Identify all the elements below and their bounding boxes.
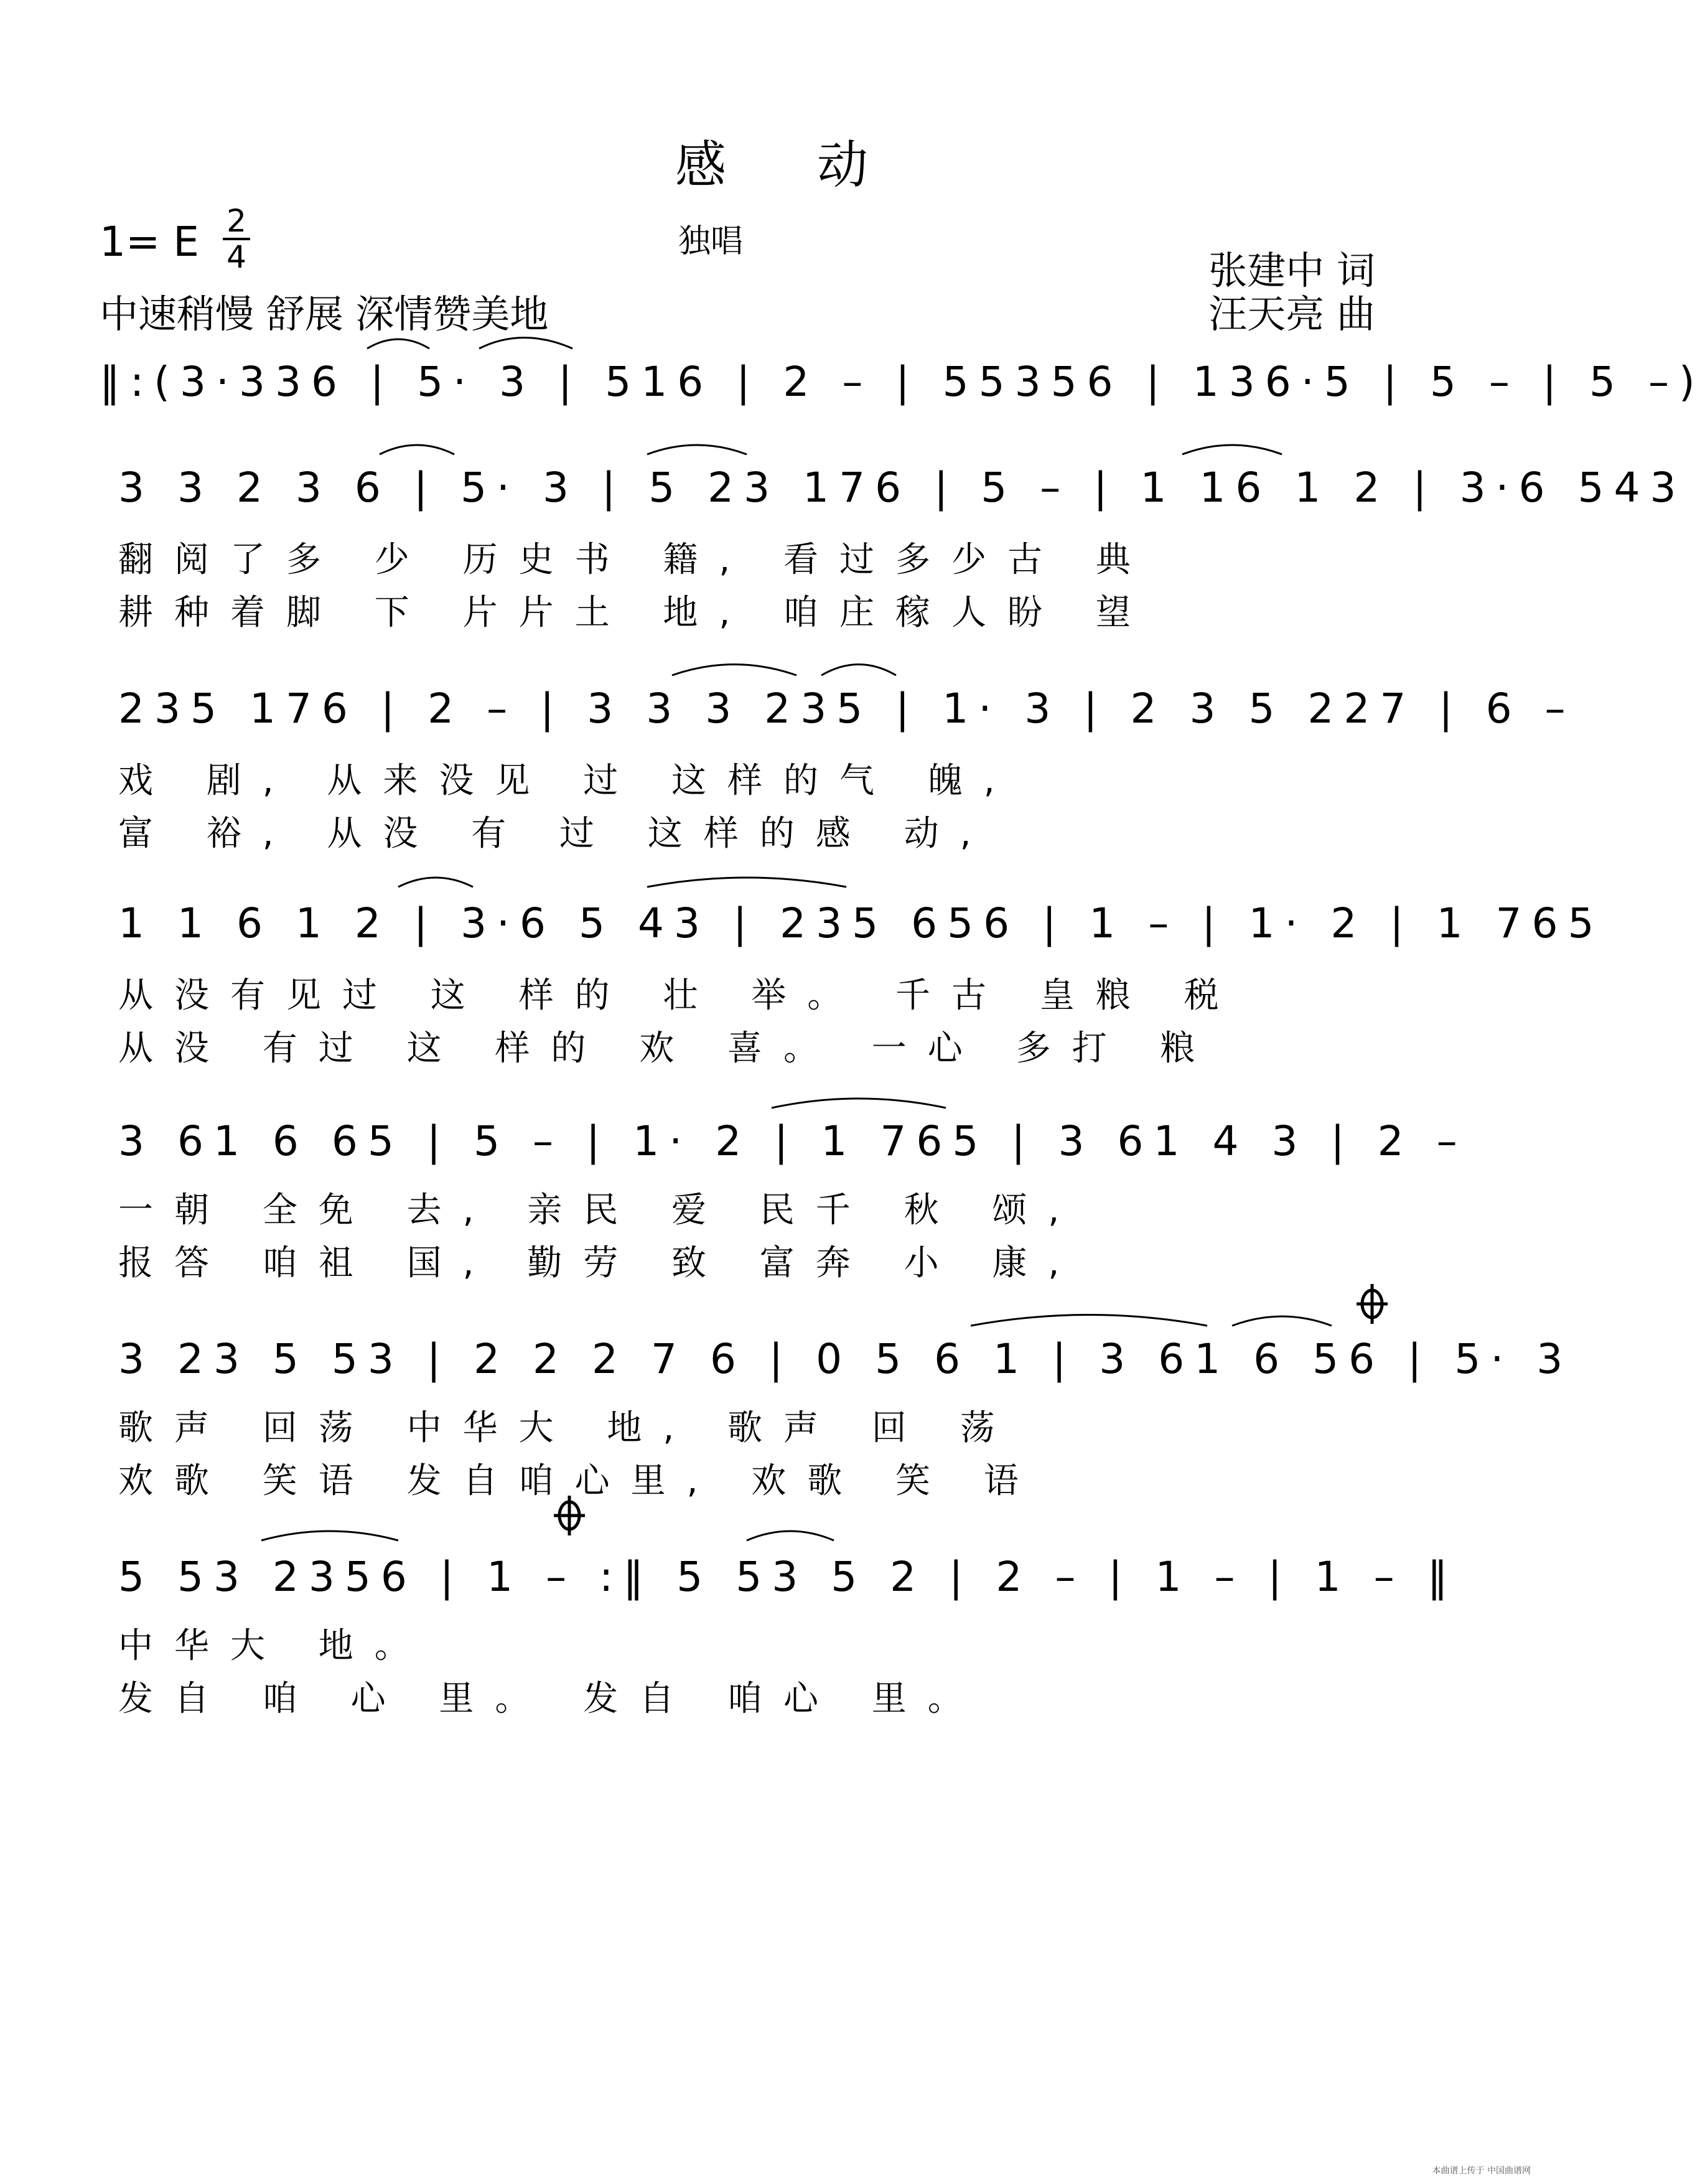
system-7-lyrics-1: 中华大 地。 — [118, 1626, 431, 1666]
lyricist-credit: 张建中 词 — [1208, 248, 1375, 293]
slur — [398, 878, 473, 887]
system-4-notes: 1 1 6 1 2 | 3·6 5 43 | 235 656 | 1 – | 1· 2 | 1 765 — [118, 899, 1604, 947]
footer-note: 本曲谱上传于 中国曲谱网 — [1432, 2166, 1531, 2176]
system-7-notes: 5 53 2356 | 1 – :‖ 5 53 5 2 | 2 – | 1 – | 1 – ‖ — [118, 1553, 1458, 1601]
system-5-lyrics-1: 一朝 全免 去, 亲民 爱 民千 秋 颂, — [118, 1190, 1081, 1230]
coda-sign-icon — [1357, 1284, 1388, 1324]
slur — [380, 445, 454, 454]
system-2-lyrics-2: 耕种着脚 下 片片土 地, 咱庄稼人盼 望 — [118, 593, 1152, 633]
coda-sign-icon — [554, 1496, 585, 1535]
system-3-lyrics-1: 戏 剧, 从来没见 过 这样的气 魄, — [118, 761, 1016, 801]
system-3-notes: 235 176 | 2 – | 3 3 3 235 | 1· 3 | 2 3 5 227 | 6 – — [118, 685, 1576, 733]
performance-type: 独唱 — [678, 223, 744, 260]
key-signature: 1= E — [100, 218, 199, 266]
system-2-lyrics-1: 翻阅了多 少 历史书 籍, 看过多少古 典 — [118, 540, 1152, 580]
slur — [1232, 1316, 1332, 1326]
system-5-notes: 3 61 6 65 | 5 – | 1· 2 | 1 765 | 3 61 4 3 | 2 – — [118, 1117, 1467, 1165]
system-3-lyrics-2: 富 裕, 从没 有 过 这样的感 动, — [118, 813, 993, 854]
slur — [672, 665, 796, 676]
system-6-lyrics-2: 欢歌 笑语 发自咱心里, 欢歌 笑 语 — [118, 1461, 1040, 1501]
time-signature-bottom: 4 — [227, 239, 246, 275]
system-7-lyrics-2: 发自 咱 心 里。 发自 咱心 里。 — [118, 1679, 984, 1719]
slur — [772, 1099, 946, 1108]
system-4-lyrics-2: 从没 有过 这 样的 欢 喜。 一心 多打 粮 — [118, 1028, 1217, 1069]
system-6-notes: 3 23 5 53 | 2 2 2 7 6 | 0 5 6 1 | 3 61 6 56 | 5· 3 — [118, 1335, 1573, 1383]
time-signature-top: 2 — [227, 203, 246, 239]
system-4-lyrics-1: 从没有见过 这 样的 壮 举。 千古 皇粮 税 — [118, 975, 1240, 1016]
slur — [747, 1531, 834, 1540]
slur — [821, 665, 896, 676]
composer-credit: 汪天亮 曲 — [1208, 291, 1375, 337]
slur — [367, 339, 429, 349]
system-5-lyrics-2: 报答 咱祖 国, 勤劳 致 富奔 小 康, — [118, 1243, 1081, 1283]
slur — [1182, 445, 1282, 454]
system-1-notes: ‖:(3·336 | 5· 3 | 516 | 2 – | 55356 | 136·5 | 5 – | 5 –) — [100, 358, 1705, 406]
system-6-lyrics-1: 歌声 回荡 中华大 地, 歌声 回 荡 — [118, 1408, 1016, 1448]
slur — [647, 445, 747, 454]
system-2-notes: 3 3 2 3 6 | 5· 3 | 5 23 176 | 5 – | 1 16 1 2 | 3·6 543 — [118, 464, 1686, 512]
song-title: 感 动 — [675, 136, 906, 195]
slur — [479, 338, 572, 349]
slur — [971, 1315, 1207, 1326]
slur — [261, 1531, 398, 1540]
tempo-marking: 中速稍慢 舒展 深情赞美地 — [100, 291, 549, 337]
slur — [647, 878, 846, 887]
